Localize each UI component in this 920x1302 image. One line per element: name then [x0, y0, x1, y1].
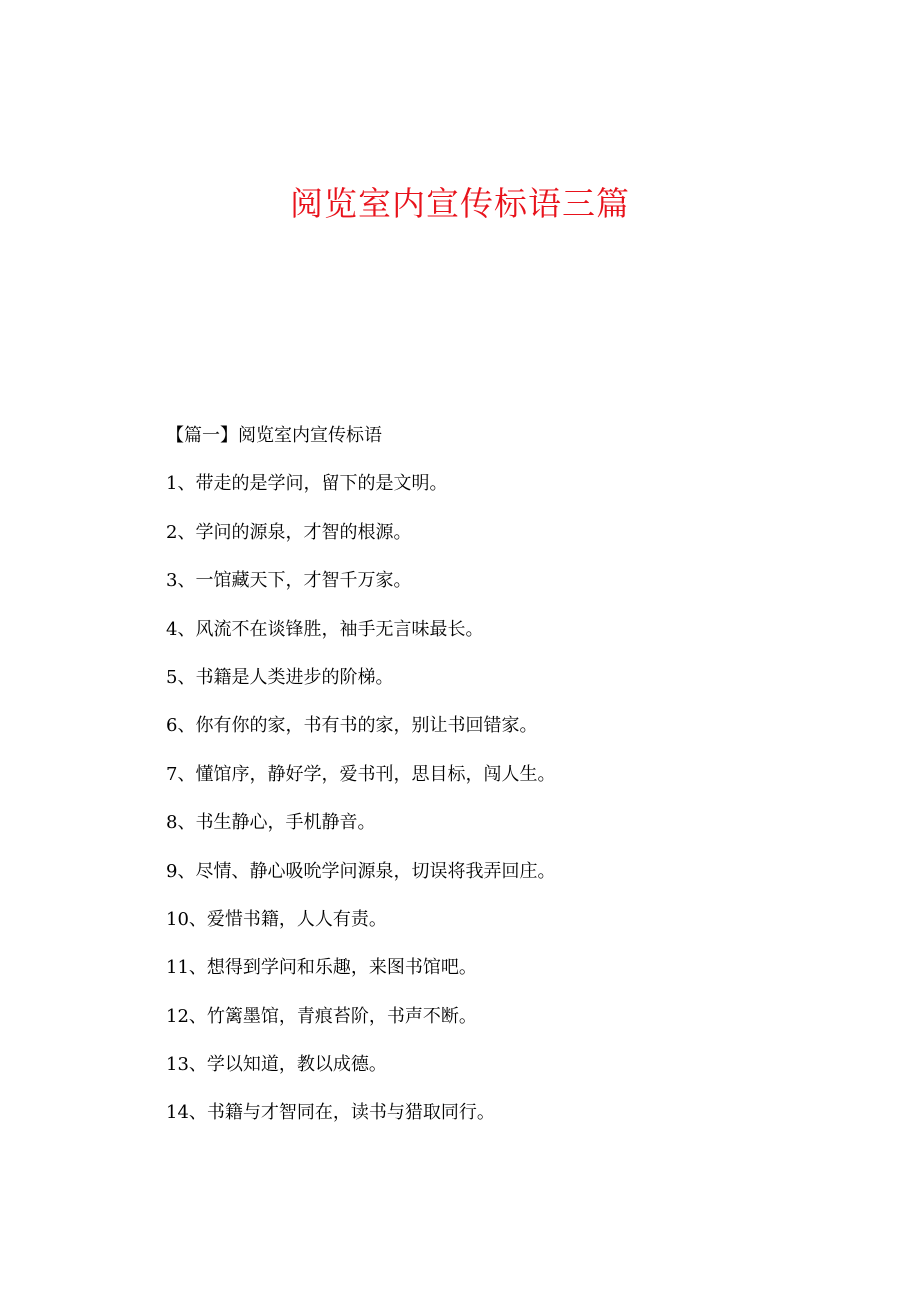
- slogan-item: 12、竹篱墨馆，青痕苔阶，书声不断。: [166, 1005, 477, 1027]
- slogan-item: 14、书籍与才智同在，读书与猎取同行。: [166, 1102, 495, 1124]
- slogan-item: 1、带走的是学问，留下的是文明。: [166, 473, 448, 495]
- slogan-item: 10、爱惜书籍，人人有责。: [166, 908, 387, 930]
- slogan-list: [166, 468, 866, 1129]
- slogan-item: 6、你有你的家，书有书的家，别让书回错家。: [166, 715, 538, 737]
- slogan-item: 7、懂馆序，静好学，爱书刊，思目标，闯人生。: [166, 763, 556, 785]
- slogan-item: 3、一馆藏天下，才智千万家。: [166, 570, 412, 592]
- document-title: 阅览室内宣传标语三篇: [290, 184, 630, 223]
- slogan-item: 13、学以知道，教以成德。: [166, 1054, 387, 1076]
- slogan-item: 2、学问的源泉，才智的根源。: [166, 521, 412, 543]
- document-body: [166, 420, 866, 1129]
- slogan-item: 11、想得到学问和乐趣，来图书馆吧。: [166, 957, 477, 979]
- slogan-item: 9、尽情、静心吸吮学问源泉，切误将我弄回庄。: [166, 860, 556, 882]
- section-heading: 【篇一】阅览室内宣传标语: [166, 425, 382, 446]
- slogan-item: 8、书生静心，手机静音。: [166, 812, 376, 834]
- slogan-item: 5、书籍是人类进步的阶梯。: [166, 666, 394, 688]
- slogan-item: 4、风流不在谈锋胜，袖手无言味最长。: [166, 618, 484, 640]
